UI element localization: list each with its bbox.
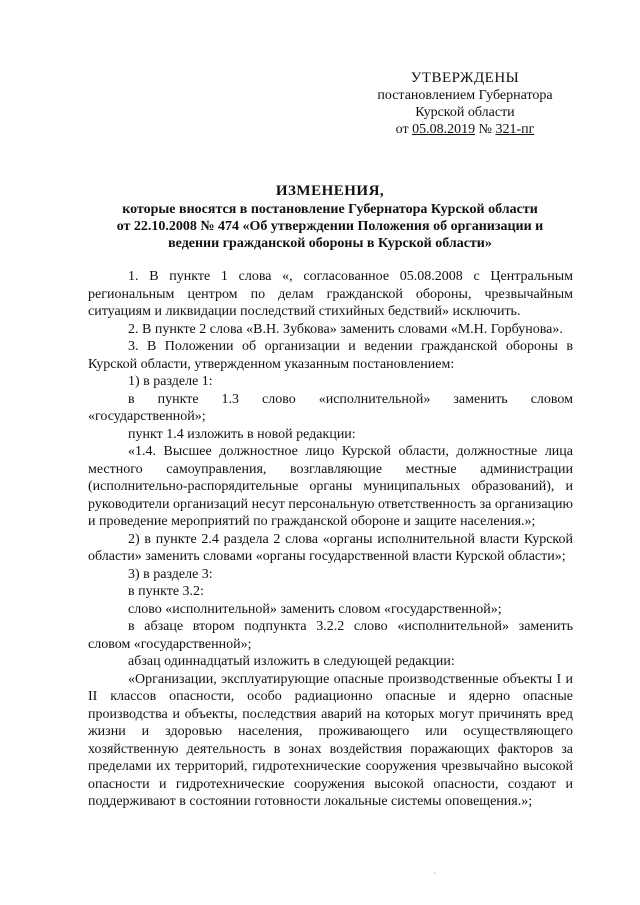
document-heading: [95, 183, 565, 252]
approval-stamp: [340, 70, 590, 138]
paragraph: слово «исполнительной» заменить словом «государственной»;: [128, 601, 502, 617]
paragraph: 3. В Положении об организации и ведении гражданской обороны в Курской области, утвержденном указанным постановлением:: [88, 339, 573, 372]
paragraph: 2. В пункте 2 слова «В.Н. Зубкова» заменить словами «М.Н. Горбунова».: [128, 321, 563, 337]
paragraph: 3) в разделе 3:: [128, 566, 213, 582]
paragraph: в абзаце втором подпункта 3.2.2 слово «исполнительной» заменить словом «государственной»;: [88, 619, 573, 652]
approval-number: 321-пг: [495, 122, 535, 137]
document-body: [88, 268, 573, 811]
heading-line-1: которые вносятся в постановление Губернатора Курской области: [122, 202, 538, 217]
paragraph: «1.4. Высшее должностное лицо Курской области, должностные лица местного самоуправления, возглавляющие местные администрации (исполнительно-распорядительные органы муниципальных образований), и руководители организаций несут персональную ответственность за организацию и проведение мероприятий по гражданской обороне и защите населения.»;: [88, 444, 573, 529]
approval-number-sign: №: [478, 122, 492, 137]
paragraph: в пункте 1.3 слово «исполнительной» заменить словом «государственной»;: [88, 391, 573, 424]
approval-from: от: [395, 122, 409, 137]
approval-line-1: постановлением Губернатора: [377, 88, 553, 103]
heading-line-3: ведении гражданской обороны в Курской области»: [168, 236, 492, 251]
heading-title: ИЗМЕНЕНИЯ,: [275, 183, 385, 199]
paragraph: в пункте 3.2:: [128, 584, 204, 599]
heading-line-2: от 22.10.2008 № 474 «Об утверждении Положения об организации и: [116, 219, 544, 234]
paragraph: абзац одиннадцатый изложить в следующей редакции:: [128, 654, 455, 669]
approval-title: УТВЕРЖДЕНЫ: [410, 70, 520, 86]
paragraph: 1) в разделе 1:: [128, 374, 213, 389]
paragraph: «Организации, эксплуатирующие опасные производственные объекты I и II классов опасности, особо радиационно опасные и ядерно опасные производства и объекты, последствия аварий на которых могут причинять вред жизни и здоровью населения, проживающего или осуществляющего хозяйственную деятельность в зонах воздействия поражающих факторов за пределами их территорий, гидротехнические сооружения чрезвычайно высокой опасности и гидротехнические сооружения высокой опасности, создают и поддерживают в состоянии готовности локальные системы оповещения.»;: [88, 671, 573, 809]
scan-speck: `: [433, 872, 437, 883]
approval-date: 05.08.2019: [412, 122, 476, 137]
approval-date-line: [340, 121, 590, 138]
approval-line-2: Курской области: [415, 105, 515, 120]
paragraph: 2) в пункте 2.4 раздела 2 слова «органы исполнительной власти Курской области» заменить словами «органы государственной власти Курской области»;: [88, 531, 573, 564]
paragraph: 1. В пункте 1 слова «, согласованное 05.08.2008 с Центральным региональным центром по делам гражданской обороны, чрезвычайным ситуациям и ликвидации последствий стихийных бедствий» исключить.: [88, 269, 573, 319]
paragraph: пункт 1.4 изложить в новой редакции:: [128, 426, 356, 442]
